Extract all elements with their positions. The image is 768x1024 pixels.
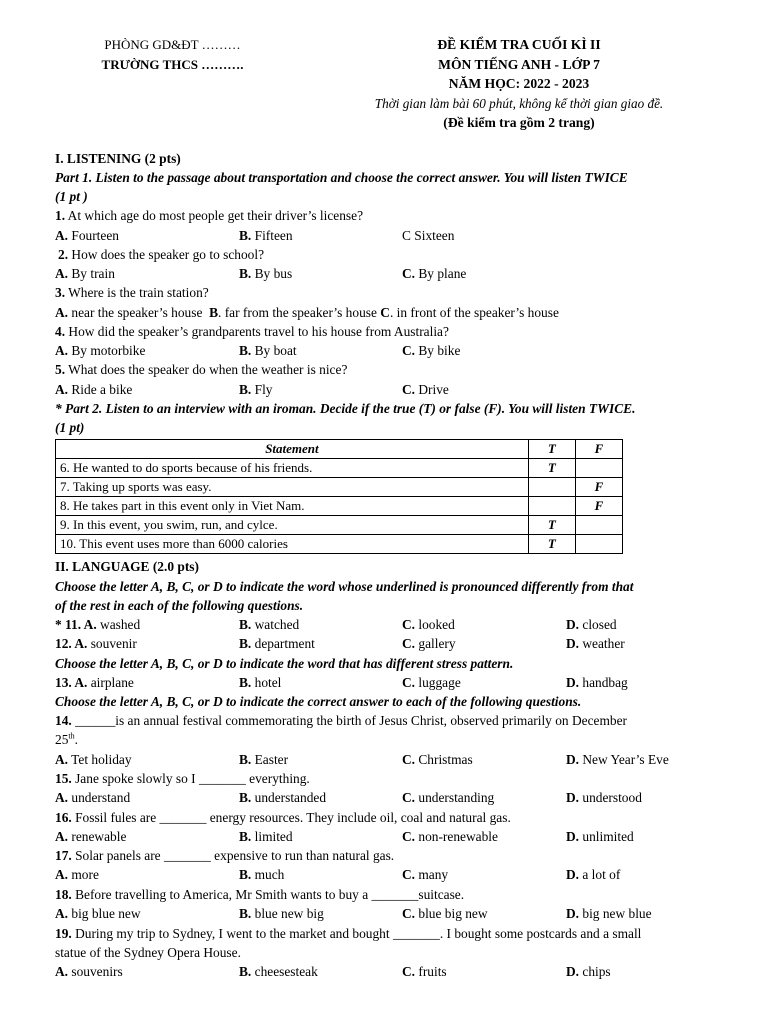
option-b: B. By boat [239,343,297,358]
option-d: D. closed [566,617,617,632]
table-row [56,535,623,554]
statement-cell: 10. This event uses more than 6000 calories [56,535,529,554]
option-d: D. unlimited [566,829,634,844]
option-c: C. Drive [402,382,449,397]
option-a: A. Tet holiday [55,752,132,767]
option-d: D. weather [566,636,625,651]
question-1 [55,207,363,225]
option-d: D. handbag [566,675,628,690]
option-c: C. many [402,867,449,882]
option-c: C. gallery [402,636,456,651]
exam-title: ĐỀ KIỂM TRA CUỐI KÌ II [437,37,601,52]
true-cell: T [528,535,575,554]
question-19-options [55,963,745,981]
option-d: D. understood [566,790,642,805]
statement-cell: 6. He wanted to do sports because of his friends. [56,459,529,478]
question-1-options [55,227,745,245]
listening-title: I. LISTENING (2 pts) [55,151,181,166]
option-c: C. blue big new [402,906,488,921]
part1-points: (1 pt ) [55,189,88,204]
option-c: C. luggage [402,675,461,690]
option-c: C. looked [402,617,455,632]
question-19-cont: statue of the Sydney Opera House. [55,945,241,960]
question-16-options [55,828,745,846]
option-a: A. understand [55,790,131,805]
part1-instruction: Part 1. Listen to the passage about transportation and choose the correct answer. You will listen TWICE [55,170,628,185]
question-2: 2. How does the speaker go to school? [58,247,265,262]
question-13 [55,674,745,692]
option-a: 13. A. airplane [55,675,134,690]
true-false-table [55,439,623,554]
question-3-options: A. near the speaker’s house B. far from the speaker’s house C. in front of the speaker’s house [55,305,559,320]
option-c: C. Christmas [402,752,473,767]
exam-subject: MÔN TIẾNG ANH - LỚP 7 [438,56,600,72]
time-note: Thời gian làm bài 60 phút, không kể thời gian giao đề. [374,95,664,111]
option-c: C Sixteen [402,228,455,243]
school-name: TRƯỜNG THCS ………. [101,57,244,72]
grammar-instruction: Choose the letter A, B, C, or D to indicate the correct answer to each of the following questions. [55,694,582,709]
option-a: A. renewable [55,829,127,844]
question-14-cont: 25th. [55,731,78,747]
table-row [56,478,623,497]
question-5-options [55,381,745,399]
question-12 [55,635,745,653]
question-5: 5. What does the speaker do when the weather is nice? [55,362,348,377]
option-a: A. Fourteen [55,228,119,243]
option-b: B. understanded [239,790,327,805]
column-header: F [575,440,622,459]
option-a: A. souvenirs [55,964,123,979]
option-b: B. cheesesteak [239,964,318,979]
part2-points: (1 pt) [55,420,85,435]
option-b: B. By bus [239,266,293,281]
option-b: B. Fly [239,382,273,397]
question-16: 16. Fossil fules are _______ energy resources. They include oil, coal and natural gas. [55,810,511,825]
header-right [338,35,700,133]
true-cell [528,497,575,516]
question-number: 1. [55,208,66,223]
question-4-options [55,342,745,360]
option-b: B. watched [239,617,300,632]
table-header-row [56,440,623,459]
true-cell: T [528,459,575,478]
option-a: A. By train [55,266,115,281]
statement-cell: 7. Taking up sports was easy. [56,478,529,497]
pages-note: (Đề kiểm tra gồm 2 trang) [443,115,595,130]
false-cell [575,459,622,478]
question-19: 19. During my trip to Sydney, I went to the market and bought _______. I bought some postcards and a small [55,926,642,941]
question-18-options [55,905,745,923]
option-c: C. By plane [402,266,467,281]
language-title: II. LANGUAGE (2.0 pts) [55,559,199,574]
question-3: 3. Where is the train station? [55,285,209,300]
question-14-options [55,751,745,769]
option-b: B. Fifteen [239,228,293,243]
true-cell [528,478,575,497]
column-header: Statement [56,440,529,459]
option-d: D. big new blue [566,906,652,921]
question-2-options [55,265,745,283]
option-d: D. a lot of [566,867,621,882]
option-c: C. understanding [402,790,495,805]
header-left [80,35,265,75]
option-b: B. hotel [239,675,282,690]
true-cell: T [528,516,575,535]
option-a: A. more [55,867,99,882]
stress-instruction: Choose the letter A, B, C, or D to indicate the word that has different stress pattern. [55,656,514,671]
question-11 [55,616,745,634]
question-14: 14. ______is an annual festival commemorating the birth of Jesus Christ, observed primarily on December [55,713,627,728]
table-row [56,459,623,478]
school-year: NĂM HỌC: 2022 - 2023 [448,76,590,91]
option-b: B. much [239,867,285,882]
question-15: 15. Jane spoke slowly so I _______ everything. [55,771,310,786]
pronunciation-instruction-cont: of the rest in each of the following questions. [55,598,304,613]
department-name: PHÒNG GD&ĐT ……… [104,37,241,52]
option-b: B. blue new big [239,906,324,921]
false-cell [575,516,622,535]
question-15-options [55,789,745,807]
option-a: A. Ride a bike [55,382,133,397]
table-row [56,497,623,516]
option-d: D. chips [566,964,611,979]
question-text: At which age do most people get their driver’s license? [65,208,364,223]
question-18: 18. Before travelling to America, Mr Smith wants to buy a _______suitcase. [55,887,465,902]
option-a: A. By motorbike [55,343,146,358]
question-17: 17. Solar panels are _______ expensive to run than natural gas. [55,848,395,863]
question-17-options [55,866,745,884]
option-a: * 11. A. washed [55,617,141,632]
column-header: T [528,440,575,459]
option-a: 12. A. souvenir [55,636,137,651]
statement-cell: 9. In this event, you swim, run, and cylce. [56,516,529,535]
false-cell: F [575,478,622,497]
statement-cell: 8. He takes part in this event only in Viet Nam. [56,497,529,516]
table-row [56,516,623,535]
question-4: 4. How did the speaker’s grandparents travel to his house from Australia? [55,324,449,339]
false-cell [575,535,622,554]
part2-instruction: * Part 2. Listen to an interview with an iroman. Decide if the true (T) or false (F). You will listen TWICE. [55,401,636,416]
false-cell: F [575,497,622,516]
option-a: A. big blue new [55,906,141,921]
option-b: B. Easter [239,752,289,767]
option-b: B. limited [239,829,293,844]
option-d: D. New Year’s Eve [566,752,669,767]
option-c: C. fruits [402,964,447,979]
option-c: C. non-renewable [402,829,498,844]
option-c: C. By bike [402,343,461,358]
pronunciation-instruction: Choose the letter A, B, C, or D to indicate the word whose underlined is pronounced differently from that [55,579,634,594]
option-b: B. department [239,636,315,651]
